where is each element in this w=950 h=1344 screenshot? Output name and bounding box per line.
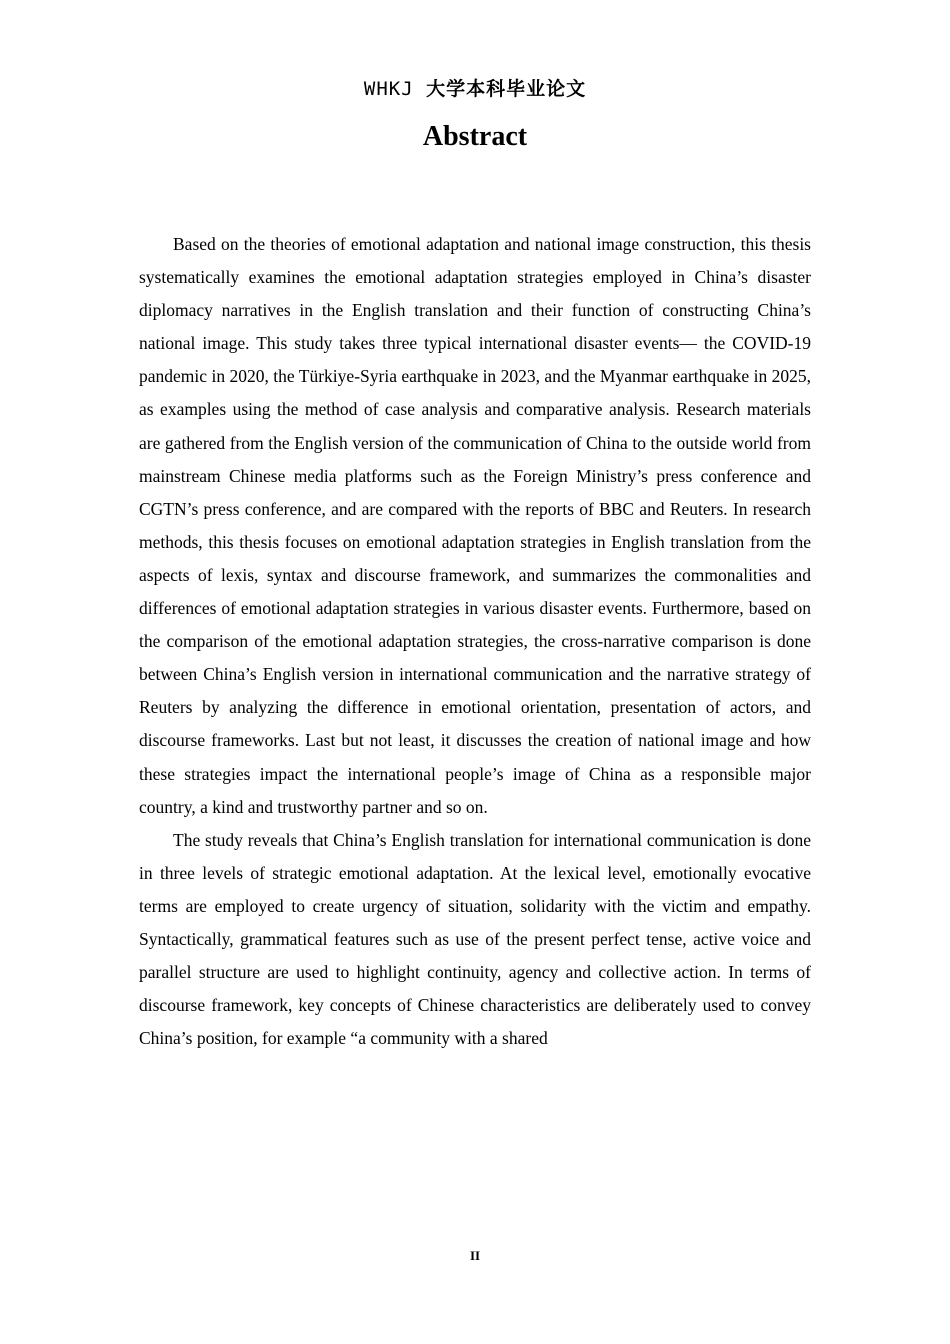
page-number: II xyxy=(469,1248,481,1263)
page-title: Abstract xyxy=(422,121,528,152)
abstract-paragraph-2: The study reveals that China’s English translation for international communication is done in three levels of strategic emotional adaptation. At the lexical level, emotionally evocative terms are employed to create urgency of situation, solidarity with the victim and empathy. Syntactically, grammatical features such as use of the present perfect tense, active voice and parallel structure are used to highlight continuity, agency and collective action. In terms of discourse framework, key concepts of Chinese characteristics are deliberately used to convey China’s position, for example “a community with a shared xyxy=(139,829,811,1049)
running-header xyxy=(0,74,950,101)
header-title: 大学本科毕业论文 xyxy=(426,78,587,100)
header-prefix: WHKJ xyxy=(363,78,414,100)
abstract-paragraph-1: Based on the theories of emotional adaptation and national image construction, this thesis systematically examines the emotional adaptation strategies employed in China’s disaster diplomacy narratives in the English translation and their function of constructing China’s national image. This study takes three typical international disaster events— the COVID-19 pandemic in 2020, the Türkiye-Syria earthquake in 2023, and the Myanmar earthquake in 2025, as examples using the method of case analysis and comparative analysis. Research materials are gathered from the English version of the communication of China to the outside world from mainstream Chinese media platforms such as the Foreign Ministry’s press conference and CGTN’s press conference, and are compared with the reports of BBC and Reuters. In research methods, this thesis focuses on emotional adaptation strategies in English translation from the aspects of lexis, syntax and discourse framework, and summarizes the commonalities and differences of emotional adaptation strategies in various disaster events. Furthermore, based on the comparison of the emotional adaptation strategies, the cross-narrative comparison is done between China’s English version in international communication and the narrative strategy of Reuters by analyzing the difference in emotional orientation, presentation of actors, and discourse frameworks. Last but not least, it discusses the creation of national image and how these strategies impact the international people’s image of China as a responsible major country, a kind and trustworthy partner and so on. xyxy=(139,234,811,817)
abstract-body xyxy=(139,228,811,1055)
